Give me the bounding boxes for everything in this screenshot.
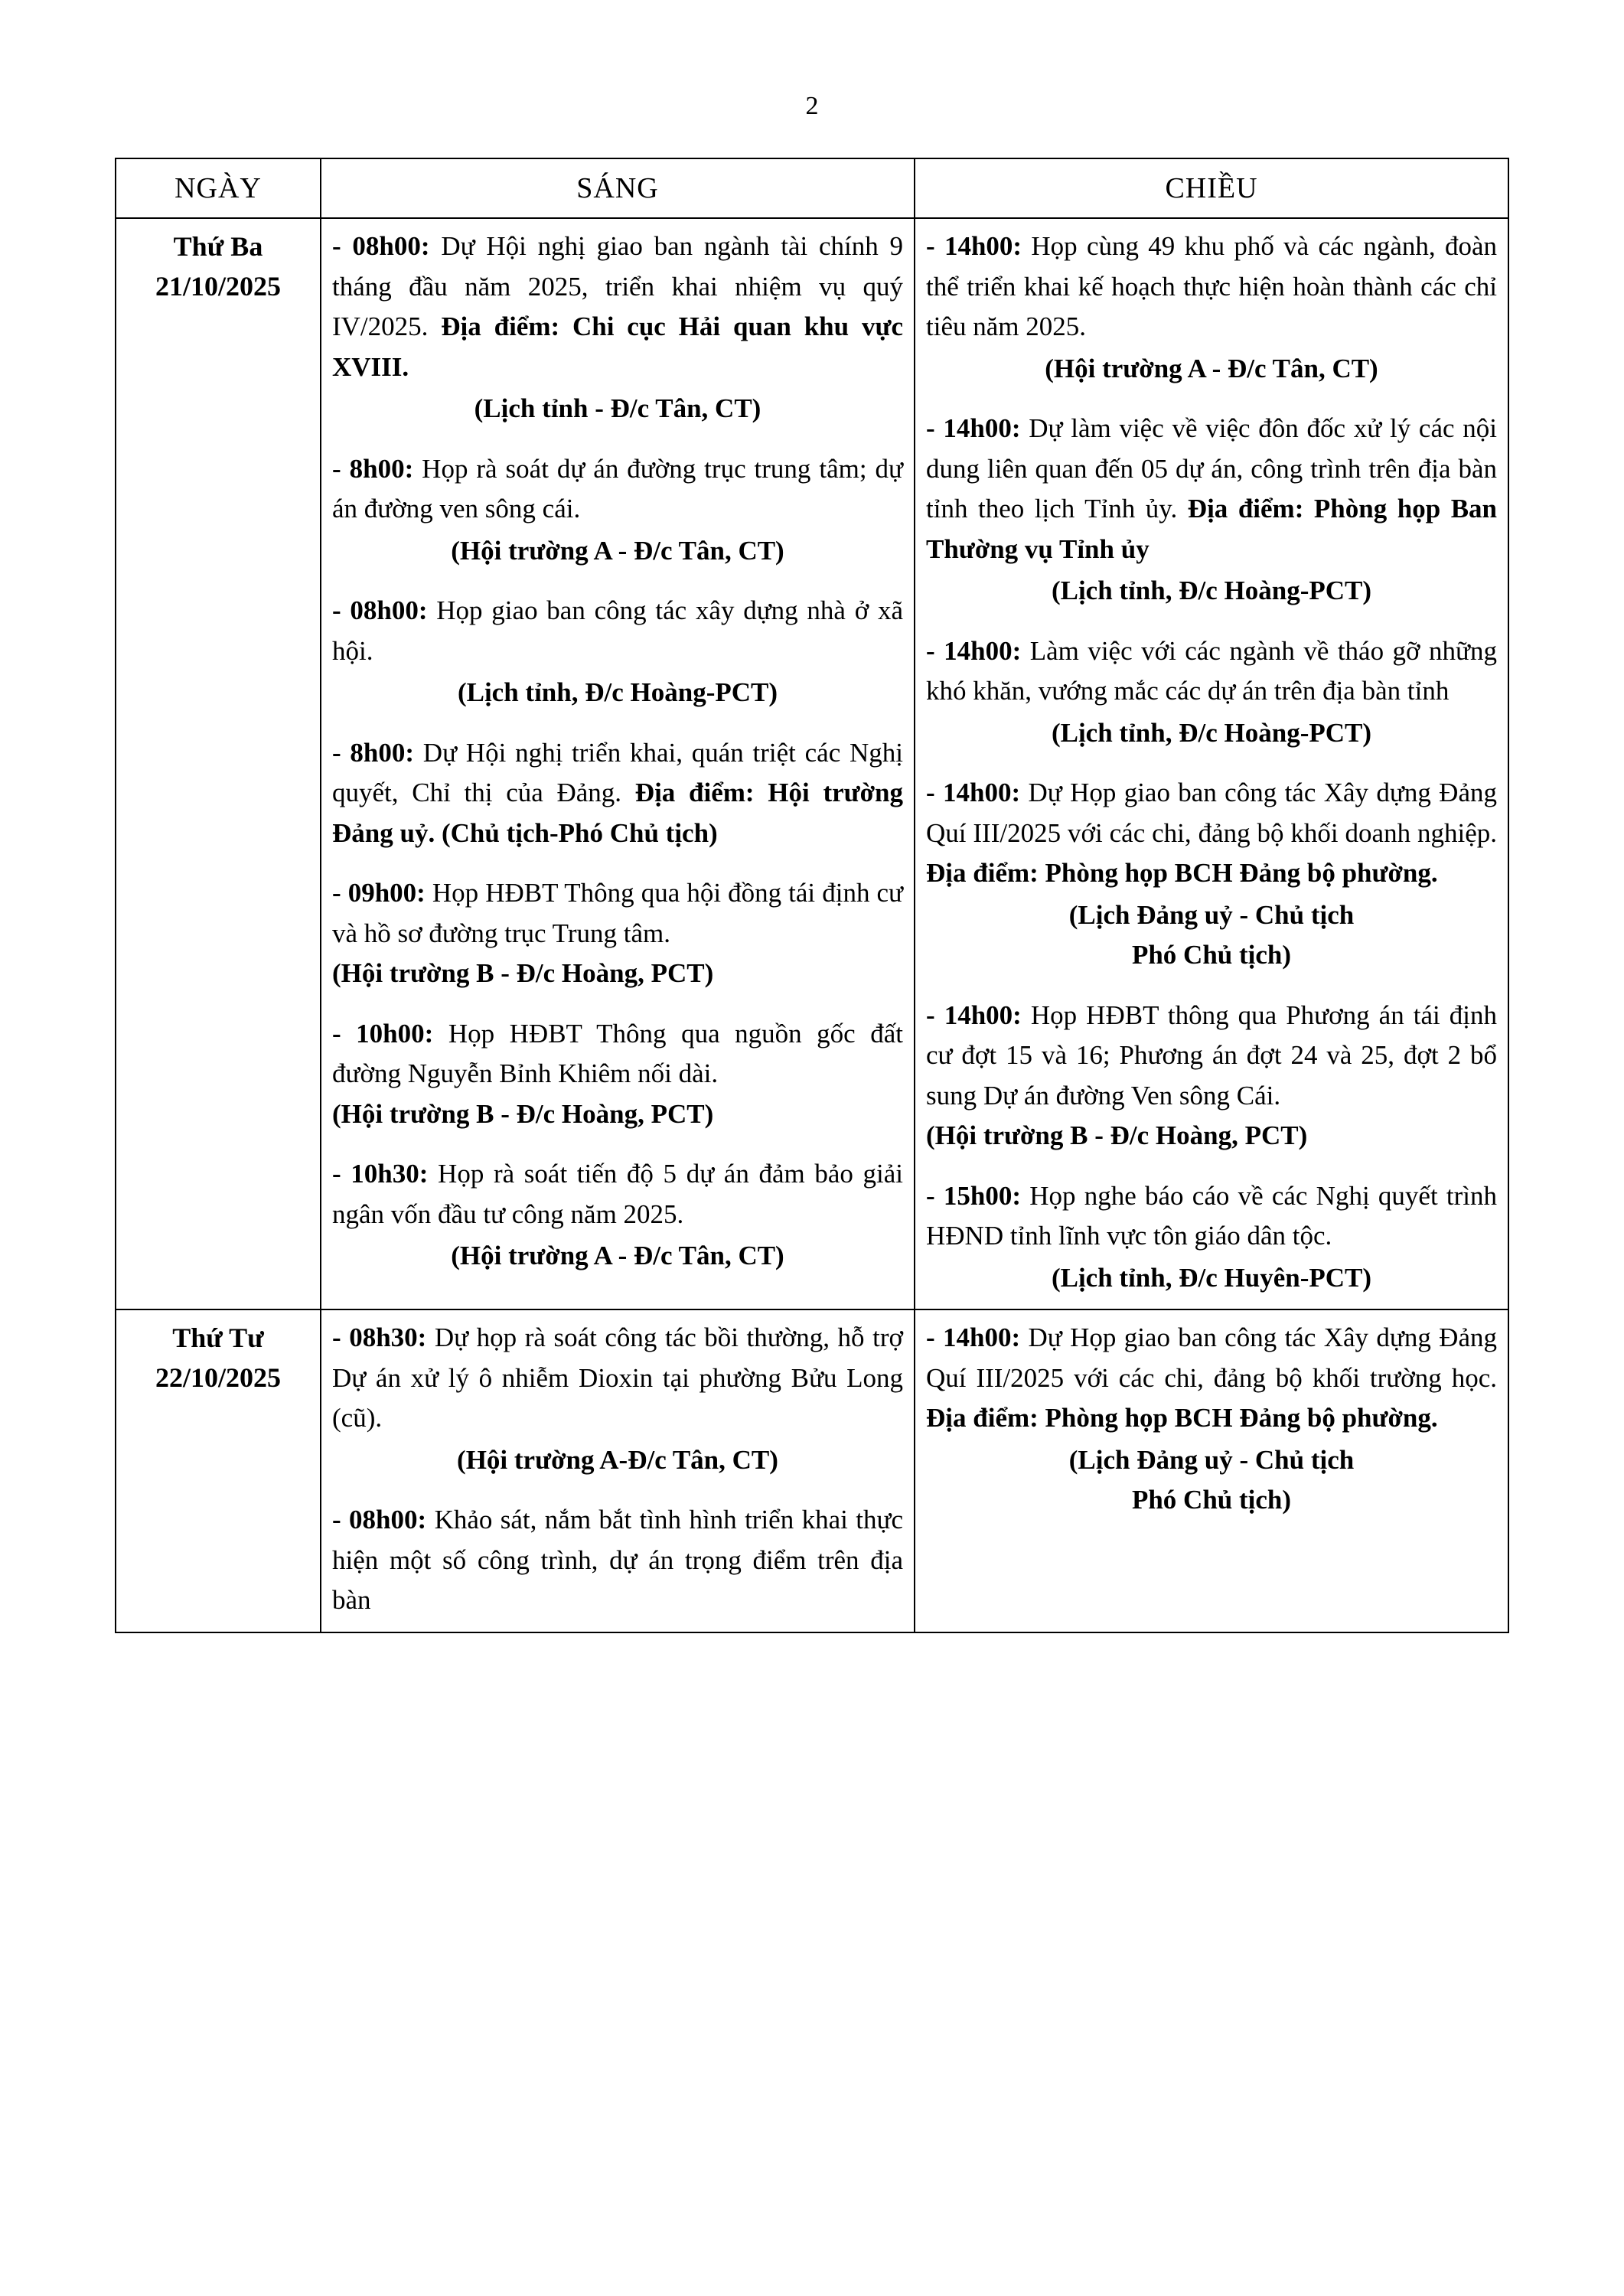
entry-text: Làm việc với các ngành về tháo gỡ những khó khăn, vướng mắc các dự án trên địa bàn tỉnh: [926, 635, 1498, 706]
day-name: Thứ Tư: [172, 1322, 264, 1353]
entry-attendee: (Hội trường B - Đ/c Hoàng, PCT): [332, 1098, 714, 1129]
schedule-entry: [332, 227, 903, 429]
entry-text: Họp HĐBT Thông qua hội đồng tái định cư và hồ sơ đường trục Trung tâm.: [332, 878, 904, 948]
schedule-entry: [332, 733, 903, 854]
entry-text: Họp cùng 49 khu phố và các ngành, đoàn thể triển khai kế hoạch thực hiện hoàn thành các chỉ tiêu năm 2025.: [926, 231, 1497, 341]
entry-text: Họp rà soát tiến độ 5 dự án đảm bảo giải ngân vốn đầu tư công năm 2025.: [332, 1159, 904, 1229]
table-row: [116, 1309, 1508, 1632]
day-cell: [116, 218, 321, 1309]
entry-text: Dự làm việc về việc đôn đốc xử lý các nội dung liên quan đến 05 dự án, công trình trên địa bàn tỉnh theo lịch Tỉnh ủy.: [926, 413, 1497, 523]
entry-text: Họp giao ban công tác xây dựng nhà ở xã hội.: [332, 595, 903, 666]
entry-text: Họp rà soát dự án đường trục trung tâm; dự án đường ven sông cái.: [332, 453, 903, 523]
entry-time: - 10h30:: [332, 1159, 429, 1189]
entry-attendee: (Lịch Đảng uỷ - Chủ tịch Phó Chủ tịch): [1068, 899, 1355, 970]
entry-text: Dự Hội nghị giao ban ngành tài chính 9 tháng đầu năm 2025, triển khai nhiệm vụ quý IV/2025.: [332, 231, 903, 341]
entry-time: - 08h00:: [332, 1505, 427, 1534]
entry-text: Họp HĐBT thông qua Phương án tái định cư đợt 15 và 16; Phương án đợt 24 và 25, đợt 2 bổ sung Dự án đường Ven sông Cái.: [926, 1000, 1497, 1110]
morning-cell: [321, 1309, 915, 1632]
entry-text: Họp HĐBT Thông qua nguồn gốc đất đường Nguyễn Bỉnh Khiêm nối dài.: [332, 1018, 903, 1088]
entry-text: Dự họp rà soát công tác bồi thường, hỗ trợ Dự án xử lý ô nhiễm Dioxin tại phường Bửu Long (cũ).: [332, 1322, 903, 1433]
entry-location: Địa điểm: Hội trường Đảng uỷ.: [332, 778, 903, 848]
entry-location: Địa điểm: Chi cục Hải quan khu vực XVIII.: [332, 311, 903, 382]
entry-time: - 08h00:: [332, 231, 430, 261]
schedule-entry: [332, 591, 903, 713]
entry-text: Khảo sát, nắm bắt tình hình triển khai thực hiện một số công trình, dự án trọng điểm trên địa bàn: [332, 1505, 903, 1615]
entry-time: - 14h00:: [926, 778, 1021, 807]
schedule-entry: [332, 1318, 903, 1480]
entry-time: - 08h00:: [332, 595, 428, 625]
page-number: 2: [805, 92, 819, 120]
morning-cell: [321, 218, 915, 1309]
entry-location: Địa điểm: Phòng họp BCH Đảng bộ phường.: [926, 858, 1438, 888]
table-row: [116, 218, 1508, 1309]
afternoon-cell: [915, 1309, 1508, 1632]
afternoon-cell: [915, 218, 1508, 1309]
entry-time: - 14h00:: [926, 1322, 1021, 1352]
entry-attendee: (Lịch tỉnh, Đ/c Hoàng-PCT): [1051, 717, 1372, 748]
entry-attendee: (Hội trường A - Đ/c Tân, CT): [451, 1241, 784, 1270]
schedule-entry: [332, 1014, 903, 1135]
entry-time: - 09h00:: [332, 878, 426, 908]
schedule-entry: [332, 1500, 903, 1621]
entry-time: - 10h00:: [332, 1018, 434, 1049]
schedule-entry: [926, 1176, 1497, 1299]
entry-time: - 14h00:: [926, 413, 1021, 443]
entry-text: Họp nghe báo cáo về các Nghị quyết trình HĐND tỉnh lĩnh vực tôn giáo dân tộc.: [926, 1180, 1497, 1251]
schedule-entry: [926, 773, 1497, 976]
schedule-entry: [926, 631, 1497, 754]
entry-location: Địa điểm: Phòng họp BCH Đảng bộ phường.: [926, 1403, 1438, 1433]
entry-time: - 15h00:: [926, 1180, 1022, 1211]
entry-attendee: (Lịch tỉnh - Đ/c Tân, CT): [474, 393, 761, 423]
entry-time: - 08h30:: [332, 1322, 427, 1352]
column-header-afternoon: CHIỀU: [915, 158, 1508, 218]
entry-text: Dự Hội nghị triển khai, quán triệt các Nghị quyết, Chỉ thị của Đảng.: [332, 737, 903, 807]
schedule-entry: [332, 1154, 903, 1277]
schedule-entry: [926, 1318, 1497, 1521]
column-header-day: NGÀY: [116, 158, 321, 218]
day-name: Thứ Ba: [173, 231, 263, 262]
entry-location: Địa điểm: Phòng họp Ban Thường vụ Tỉnh ủy: [926, 494, 1498, 564]
schedule-entry: [926, 996, 1497, 1156]
column-header-morning: SÁNG: [321, 158, 915, 218]
entry-text: Dự Họp giao ban công tác Xây dựng Đảng Quí III/2025 với các chi, đảng bộ khối trường học.: [926, 1322, 1497, 1393]
schedule-entry: [926, 409, 1497, 612]
schedule-entry: [332, 873, 903, 994]
entry-text: Dự Họp giao ban công tác Xây dựng Đảng Quí III/2025 với các chi, đảng bộ khối doanh nghiệp.: [926, 778, 1497, 848]
entry-time: - 8h00:: [332, 453, 414, 484]
day-date: 22/10/2025: [155, 1362, 281, 1394]
entry-time: - 8h00:: [332, 737, 415, 768]
day-date: 21/10/2025: [155, 271, 281, 302]
entry-attendee: (Hội trường A - Đ/c Tân, CT): [1045, 353, 1378, 383]
entry-attendee: (Hội trường B - Đ/c Hoàng, PCT): [926, 1120, 1308, 1150]
entry-time: - 14h00:: [926, 635, 1022, 666]
entry-attendee: (Lịch tỉnh, Đ/c Hoàng-PCT): [457, 677, 778, 707]
day-cell: [116, 1309, 321, 1632]
schedule-entry: [926, 227, 1497, 389]
entry-time: - 14h00:: [926, 1000, 1022, 1030]
entry-attendee: (Chủ tịch-Phó Chủ tịch): [435, 817, 718, 848]
schedule-body: [116, 218, 1508, 1632]
entry-attendee: (Lịch tỉnh, Đ/c Hoàng-PCT): [1051, 576, 1372, 605]
entry-attendee: (Hội trường A-Đ/c Tân, CT): [457, 1444, 778, 1475]
schedule-table: [115, 158, 1509, 1633]
entry-attendee: (Lịch tỉnh, Đ/c Huyên-PCT): [1051, 1262, 1372, 1293]
table-header-row: [116, 158, 1508, 218]
entry-attendee: (Lịch Đảng uỷ - Chủ tịch Phó Chủ tịch): [1068, 1444, 1355, 1515]
entry-attendee: (Hội trường B - Đ/c Hoàng, PCT): [332, 958, 714, 988]
entry-attendee: (Hội trường A - Đ/c Tân, CT): [451, 535, 784, 566]
entry-time: - 14h00:: [926, 231, 1022, 261]
schedule-entry: [332, 449, 903, 572]
